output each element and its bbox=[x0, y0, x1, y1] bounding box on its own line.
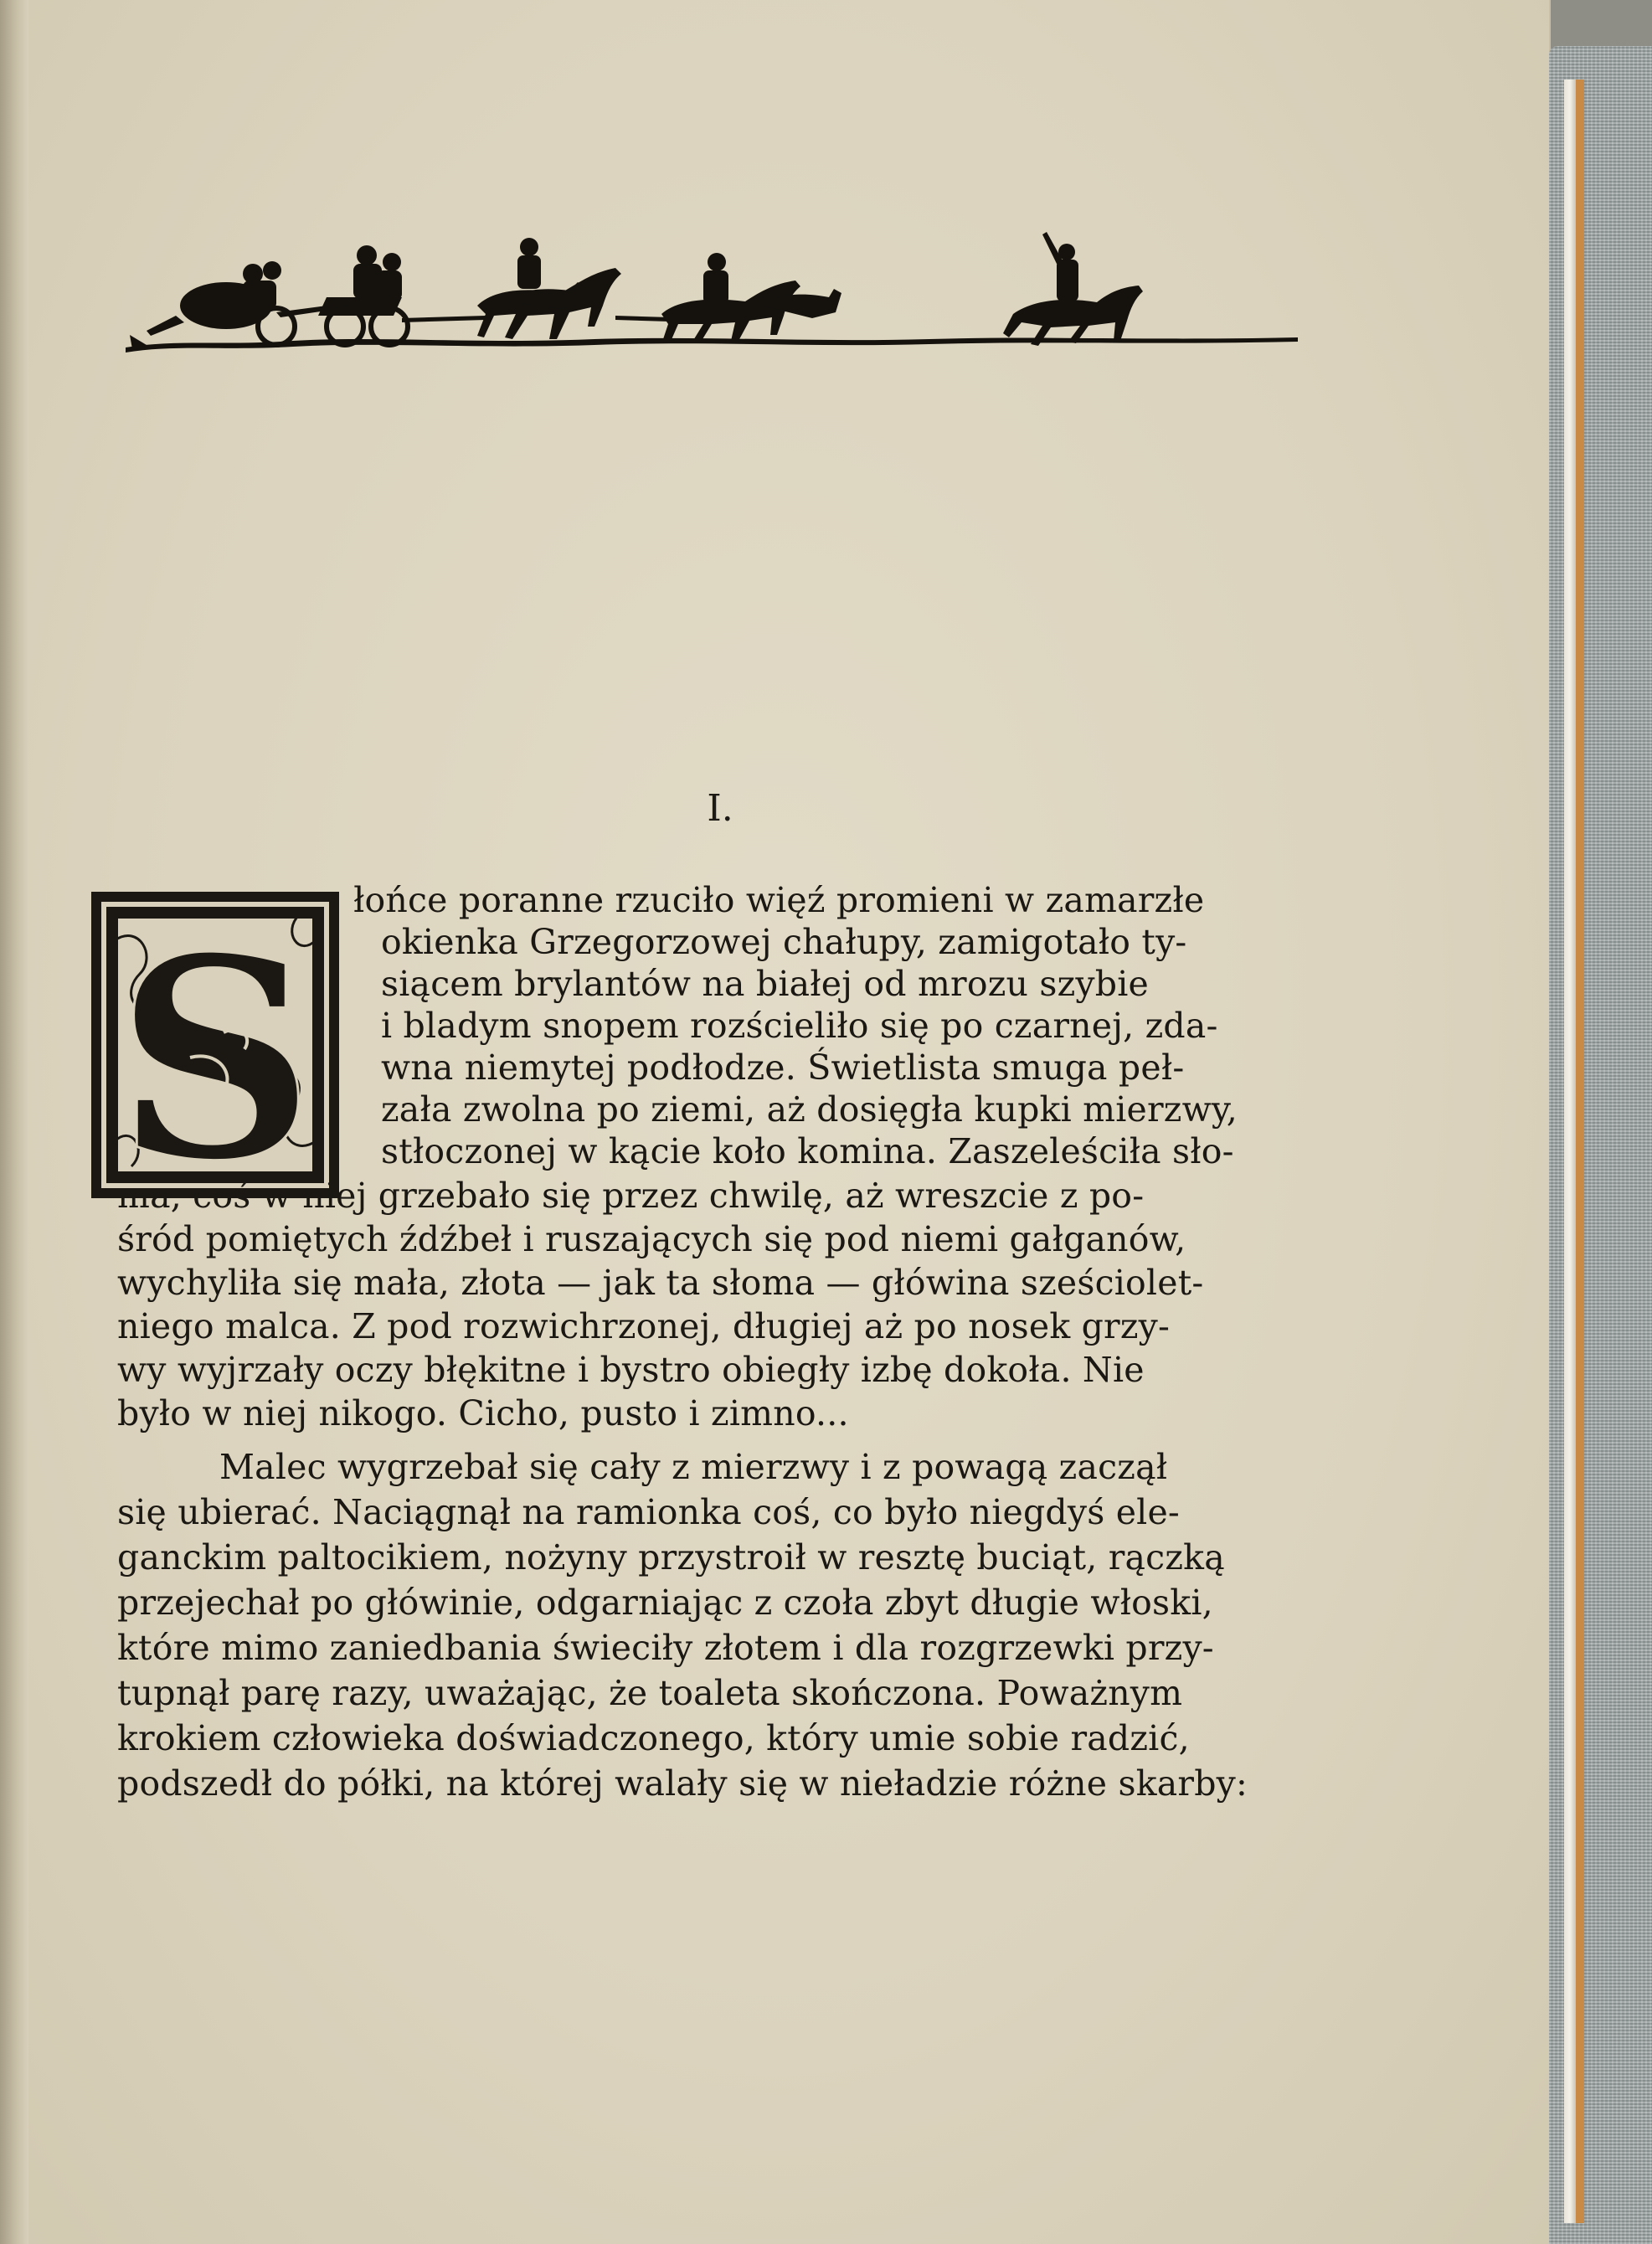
text-line: łońce poranne rzuciło więź promieni w zamarzłe bbox=[353, 880, 1205, 920]
text-line: i bladym snopem rozścieliło się po czarnej, zda- bbox=[381, 1006, 1218, 1046]
chapter-number: I. bbox=[707, 787, 733, 830]
text-line: przejechał po główinie, odgarniając z czoła zbyt długie włoski, bbox=[117, 1583, 1213, 1623]
text-line: podszedł do półki, na której walały się w nieładzie różne skarby: bbox=[117, 1763, 1248, 1804]
text-line: ganckim paltocikiem, nożyny przystroił w resztę buciąt, rączką bbox=[117, 1537, 1225, 1577]
text-line: okienka Grzegorzowej chałupy, zamigotało ty- bbox=[381, 922, 1187, 962]
text-line: ma, coś w niej grzebało się przez chwilę, aż wreszcie z po- bbox=[117, 1176, 1145, 1216]
text-line: zała zwolna po ziemi, aż dosięgła kupki mierzwy, bbox=[381, 1089, 1238, 1130]
text-line: niego malca. Z pod rozwichrzonej, długiej aż po nosek grzy- bbox=[117, 1306, 1171, 1346]
text-line: Malec wygrzebał się cały z mierzwy i z powagą zaczął bbox=[219, 1447, 1168, 1487]
text-line: krokiem człowieka doświadczonego, który umie sobie radzić, bbox=[117, 1718, 1190, 1758]
text-line: siącem brylantów na białej od mrozu szybie bbox=[381, 964, 1149, 1004]
drop-cap-ornament bbox=[90, 890, 341, 1200]
text-line: było w niej nikogo. Cicho, pusto i zimno... bbox=[117, 1393, 849, 1433]
text-line: tupnął parę razy, uważając, że toaleta skończona. Poważnym bbox=[117, 1673, 1183, 1713]
text-line: wychyliła się mała, złota — jak ta słoma — główina sześciolet- bbox=[117, 1263, 1204, 1303]
text-line: wy wyjrzały oczy błękitne i bystro obiegły izbę dokoła. Nie bbox=[117, 1350, 1145, 1390]
page-block-edge bbox=[1564, 80, 1576, 2223]
header-vignette-illustration bbox=[126, 222, 1298, 373]
page-edge-colored bbox=[1576, 80, 1584, 2223]
text-line: stłoczonej w kącie koło komina. Zaszeleściła sło- bbox=[381, 1131, 1234, 1171]
text-line: śród pomiętych źdźbeł i ruszających się pod niemi gałganów, bbox=[117, 1219, 1186, 1259]
drop-cap-letter: S bbox=[115, 897, 316, 1200]
text-line: które mimo zaniedbania świeciły złotem i dla rozgrzewki przy- bbox=[117, 1628, 1214, 1668]
text-line: wna niemytej podłodze. Świetlista smuga peł- bbox=[381, 1047, 1185, 1088]
text-line: się ubierać. Naciągnął na ramionka coś, co było niegdyś ele- bbox=[117, 1492, 1180, 1532]
page-gutter bbox=[0, 0, 28, 2244]
